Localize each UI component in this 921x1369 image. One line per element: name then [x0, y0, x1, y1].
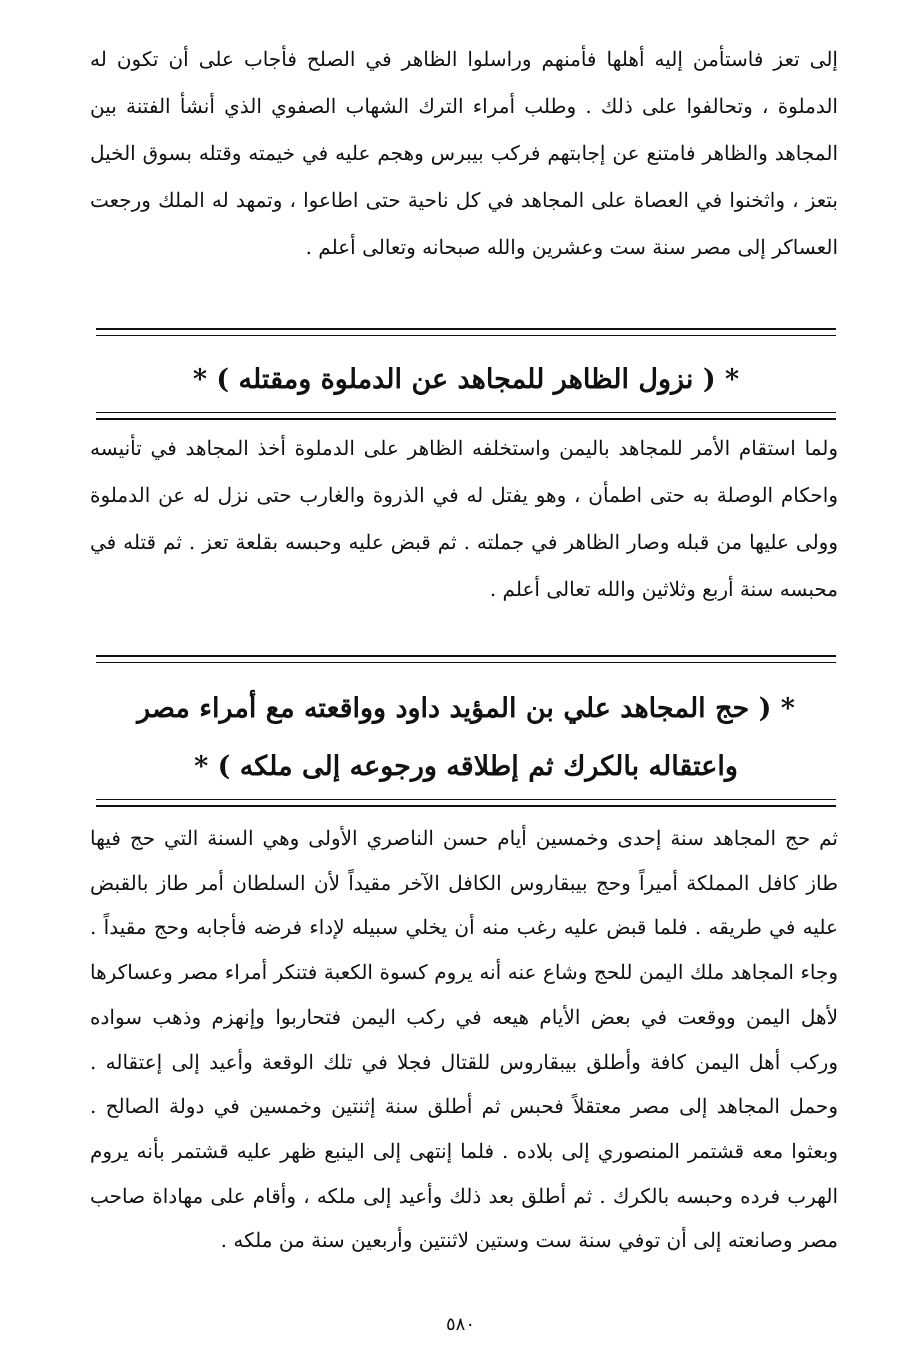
section-rule-top-1: [96, 328, 836, 330]
section-rule-bottom-2: [96, 805, 836, 807]
section-rule-bottom-2-inner: [96, 799, 836, 800]
section-heading-2: * ( حج المجاهد علي بن المؤيد داود وواقعته مع أمراء مصر واعتقاله بالكرك ثم إطلاقه ورجوعه إلى ملكه ) *: [137, 693, 795, 782]
section-rule-top-2: [96, 655, 836, 657]
section-rule-bottom-1: [96, 418, 836, 420]
paragraph-continuation: إلى تعز فاستأمن إليه أهلها فأمنهم وراسلوا الظاهر في الصلح فأجاب على أن تكون له الدملوة ، وتحالفوا على ذلك . وطلب أمراء الترك الشهاب الصفوي الذي أنشأ الفتنة بين المجاهد والظاهر فامتنع عن إجابتهم فركب بيبرس وهجم عليه في خيمته وقتله بسوق الخيل بتعز ، واثخنوا في العصاة على المجاهد في كل ناحية حتى اطاعوا ، وتمهد له الملك ورجعت العساكر إلى مصر سنة ست وعشرين والله صبحانه وتعالى أعلم .: [90, 47, 838, 259]
section-rule-bottom-1-inner: [96, 412, 836, 413]
section-rule-top-1-inner: [96, 335, 836, 336]
section-heading-1: * ( نزول الظاهر للمجاهد عن الدملوة ومقتله ) *: [192, 364, 740, 395]
section-rule-top-2-inner: [96, 662, 836, 663]
paragraph-section-2: ثم حج المجاهد سنة إحدى وخمسين أيام حسن الناصري الأولى وهي السنة التي حج فيها طاز كافل المملكة أميراً وحج بيبقاروس الكافل الآخر مقيداً لأن السلطان أمر طاز بالقبض عليه في طريقه . فلما قبض عليه رغب منه أن يخلي سبيله لإداء فرضه فأجابه وحج مقيداً . وجاء المجاهد ملك اليمن للحج وشاع عنه أنه يروم كسوة الكعبة فتنكر أمراء مصر وعساكرها لأهل اليمن ووقعت في بعض الأيام هيعه في ركب اليمن فتحاربوا وإنهزم وذهب سواده وركب أهل اليمن كافة وأطلق بيبقاروس للقتال فجلا في تلك الوقعة وأعيد إلى إعتقاله . وحمل المجاهد إلى مصر معتقلاً فحبس ثم أطلق سنة إثنتين وخمسين في دولة الصالح . وبعثوا معه قشتمر المنصوري إلى بلاده . فلما إنتهى إلى الينبع ظهر عليه قشتمر بأنه يروم الهرب فرده وحبسه بالكرك . ثم أطلق بعد ذلك وأعيد إلى ملكه ، وأقام على مهاداة صاحب مصر وصانعته إلى أن توفي سنة ست وستين لاثنتين وأربعين سنة من ملكه .: [90, 826, 838, 1253]
paragraph-section-1: ولما استقام الأمر للمجاهد باليمن واستخلفه الظاهر على الدملوة أخذ المجاهد في تأنيسه واحكام الوصلة به حتى اطمأن ، وهو يفتل له في الذروة والغارب حتى نزل له عن الدملوة وولى عليها من قبله وصار الظاهر في جملته . ثم قبض عليه وحبسه بقلعة تعز . ثم قتله في محبسه سنة أربع وثلاثين والله تعالى أعلم .: [90, 436, 838, 601]
page-number: ٥٨٠: [445, 1314, 475, 1335]
